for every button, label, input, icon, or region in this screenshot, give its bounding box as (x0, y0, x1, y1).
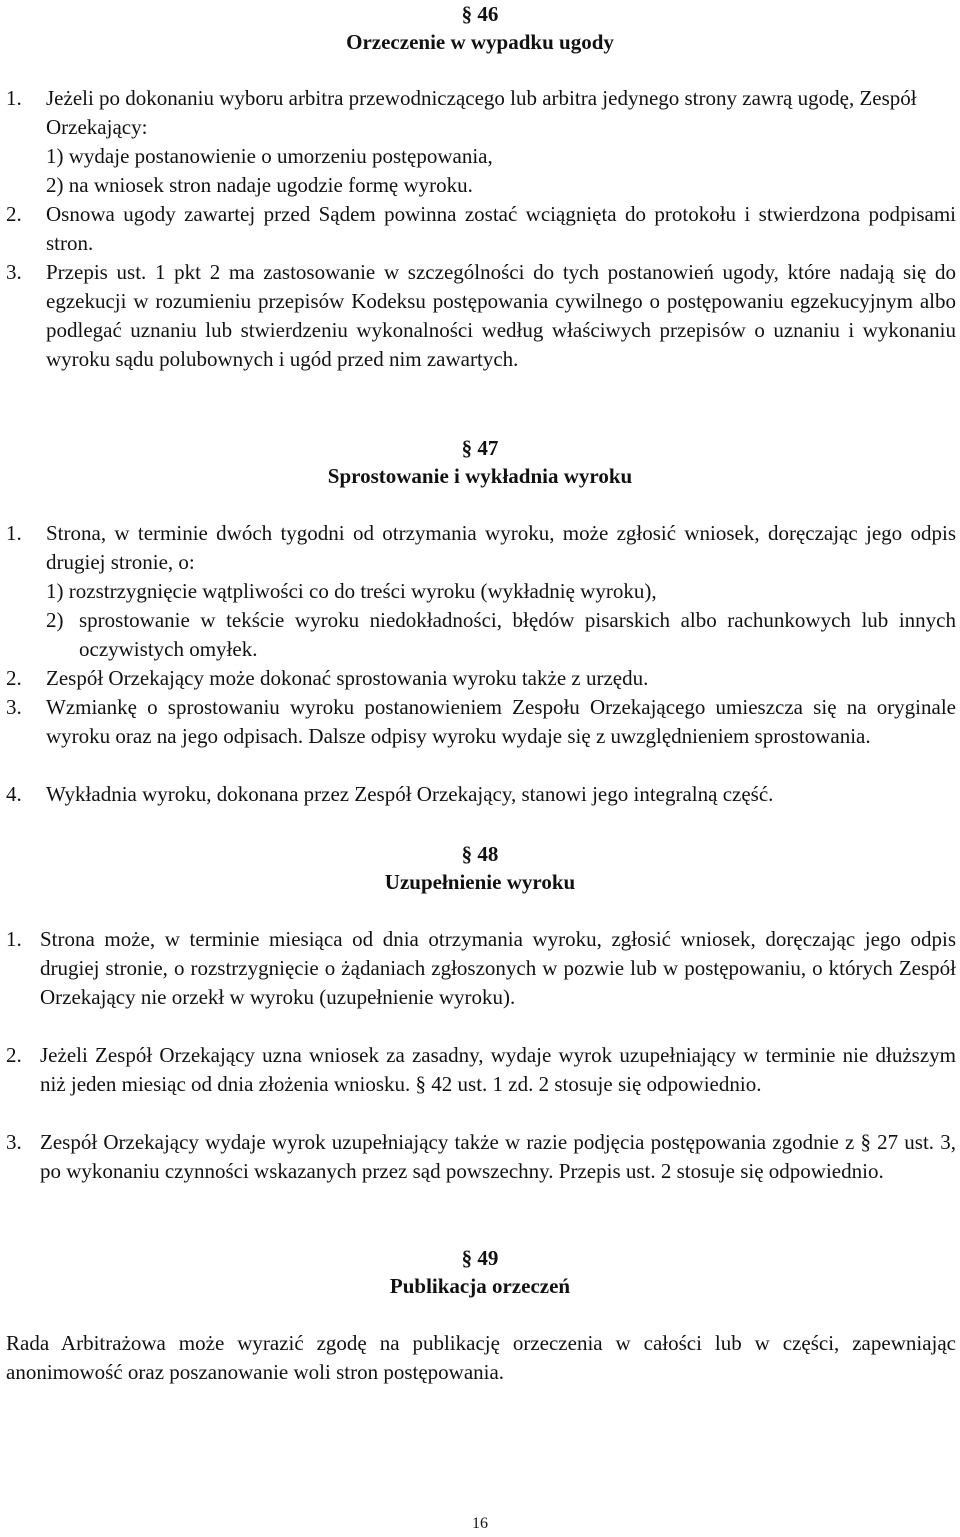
paragraph-text: Strona, w terminie dwóch tygodni od otrzymania wyroku, może zgłosić wniosek, doręczając jego odpis drugiej stronie, o: (46, 521, 956, 574)
paragraph-number: 3. (6, 260, 22, 284)
sub-item-text: na wniosek stron nadaje ugodzie formę wyroku. (68, 173, 473, 197)
section-title: Sprostowanie i wykładnia wyroku (327, 464, 633, 488)
paragraph-number: 4. (6, 782, 22, 806)
section-heading (0, 0, 960, 56)
section-number: § 47 (461, 436, 499, 460)
sub-item-number: 2) (46, 173, 64, 197)
page-number: 16 (472, 1515, 488, 1532)
sub-item-text: sprostowanie w tekście wyroku niedokładności, błędów pisarskich albo rachunkowych lub innych oczywistych omyłek. (79, 608, 956, 661)
paragraph-1 (6, 84, 956, 142)
section-heading (0, 840, 960, 896)
paragraph-text: Osnowa ugody zawartej przed Sądem powinna zostać wciągnięta do protokołu i stwierdzona podpisami stron. (46, 202, 956, 255)
section-title: Publikacja orzeczeń (389, 1274, 571, 1298)
paragraph (6, 1329, 956, 1387)
sub-item-text: rozstrzygnięcie wątpliwości co do treści wyroku (wykładnię wyroku), (68, 579, 657, 603)
sub-item-2 (46, 606, 956, 664)
sub-item-1 (46, 577, 956, 606)
paragraph-text: Rada Arbitrażowa może wyrazić zgodę na publikację orzeczenia w całości lub w części, zapewniając anonimowość oraz poszanowanie woli stron postępowania. (6, 1331, 956, 1384)
sub-item-text: wydaje postanowienie o umorzeniu postępowania, (68, 144, 493, 168)
section-number: § 48 (461, 842, 499, 866)
sub-item-number: 1) (46, 144, 64, 168)
section-title: Orzeczenie w wypadku ugody (346, 30, 614, 54)
paragraph-2 (6, 1041, 956, 1099)
paragraph-number: 3. (6, 1130, 22, 1154)
paragraph-3 (6, 258, 956, 374)
paragraph-text: Wzmiankę o sprostowaniu wyroku postanowieniem Zespołu Orzekającego umieszcza się na oryginale wyroku oraz na jego odpisach. Dalsze odpisy wyroku wydaje się z uwzględnieniem sprostowania. (46, 695, 956, 748)
paragraph-number: 2. (6, 1043, 22, 1067)
paragraph-text: Jeżeli Zespół Orzekający uzna wniosek za zasadny, wydaje wyrok uzupełniający w terminie nie dłuższym niż jeden miesiąc od dnia złożenia wniosku. § 42 ust. 1 zd. 2 stosuje się odpowiednio. (40, 1043, 956, 1096)
section-heading (0, 1244, 960, 1300)
section-heading (0, 434, 960, 490)
paragraph-text: Wykładnia wyroku, dokonana przez Zespół Orzekający, stanowi jego integralną część. (46, 782, 774, 806)
sub-item-2 (46, 171, 946, 200)
paragraph-1 (6, 519, 956, 577)
paragraph-2 (6, 200, 956, 258)
paragraph-3 (6, 693, 956, 751)
sub-item-number: 1) (46, 579, 64, 603)
section-number: § 46 (461, 2, 499, 26)
paragraph-3 (6, 1128, 956, 1186)
paragraph-number: 2. (6, 202, 22, 226)
paragraph-text: Jeżeli po dokonaniu wyboru arbitra przewodniczącego lub arbitra jedynego strony zawrą ugodę, Zespół Orzekający: (46, 86, 917, 139)
paragraph-number: 1. (6, 927, 22, 951)
paragraph-4 (6, 780, 956, 809)
paragraph-number: 1. (6, 86, 22, 110)
sub-item-1 (46, 142, 946, 171)
sub-item-number: 2) (46, 608, 64, 632)
paragraph-text: Zespół Orzekający wydaje wyrok uzupełniający także w razie podjęcia postępowania zgodnie z § 27 ust. 3, po wykonaniu czynności wskazanych przez sąd powszechny. Przepis ust. 2 stosuje się odpowiednio. (40, 1130, 956, 1183)
section-number: § 49 (461, 1246, 499, 1270)
paragraph-number: 2. (6, 666, 22, 690)
paragraph-text: Zespół Orzekający może dokonać sprostowania wyroku także z urzędu. (46, 666, 649, 690)
section-title: Uzupełnienie wyroku (384, 870, 576, 894)
paragraph-2 (6, 664, 956, 693)
paragraph-number: 3. (6, 695, 22, 719)
paragraph-number: 1. (6, 521, 22, 545)
paragraph-text: Strona może, w terminie miesiąca od dnia otrzymania wyroku, zgłosić wniosek, doręczając jego odpis drugiej stronie, o rozstrzygnięcie o żądaniach zgłoszonych w pozwie lub w postępowaniu, o których Zespół Orzekający nie orzekł w wyroku (uzupełnienie wyroku). (40, 927, 956, 1009)
paragraph-1 (6, 925, 956, 1012)
paragraph-text: Przepis ust. 1 pkt 2 ma zastosowanie w szczególności do tych postanowień ugody, które nadają się do egzekucji w rozumieniu przepisów Kodeksu postępowania cywilnego o postępowaniu egzekucyjnym albo podlegać uznaniu lub stwierdzeniu wykonalności według właściwych przepisów o uznaniu i wykonaniu wyroku sądu polubownych i ugód przed nim zawartych. (46, 260, 956, 371)
